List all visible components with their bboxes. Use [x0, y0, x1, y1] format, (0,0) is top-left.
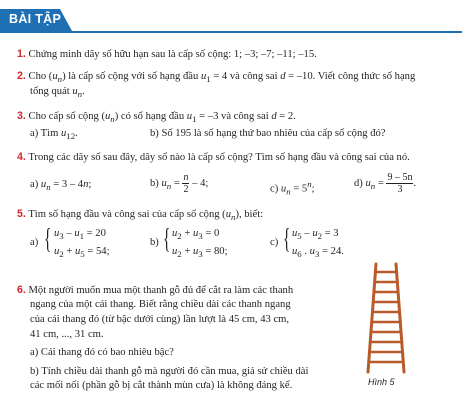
- text: c): [270, 183, 281, 195]
- subscript: n: [77, 89, 83, 100]
- subscript: n: [166, 181, 172, 192]
- text: a) Tìm: [30, 128, 61, 139]
- exercise-number: 6.: [17, 284, 26, 296]
- text: Cho (: [28, 71, 53, 82]
- text: ) có số hạng đầu: [114, 111, 187, 122]
- header-divider: [0, 31, 462, 33]
- exercise-6-line3: của cái thang đó (từ bậc dưới cùng) lần lượt là 45 cm, 43 cm,: [30, 314, 290, 325]
- exercise-5a-label: a): [30, 237, 39, 248]
- math: d: [280, 71, 286, 82]
- math: u: [280, 183, 287, 195]
- text: ) là cấp số cộng với số hạng đầu: [62, 71, 201, 82]
- text: +: [181, 228, 193, 239]
- numerator: n: [183, 172, 189, 183]
- subscript: 1: [192, 114, 197, 125]
- system-5a-line2: $u_2 + u_5 = 54$;: [54, 246, 110, 260]
- exercise-3a: [30, 128, 78, 141]
- text: ;: [88, 179, 92, 190]
- text: = 54;: [84, 246, 110, 257]
- subscript: n: [370, 181, 376, 192]
- system-5c-line1: $u_5 - u_2 = 3$: [292, 228, 339, 242]
- math: u: [365, 177, 371, 189]
- superscript: n: [307, 179, 312, 189]
- exercise-number: 5.: [17, 208, 26, 220]
- exercise-text: Chứng minh dãy số hữu hạn sau là cấp số cộng: 1; –3; –7; –11; –15.: [28, 49, 317, 60]
- text: d): [354, 177, 366, 189]
- fraction: [386, 172, 413, 195]
- text: .: [301, 246, 310, 257]
- exercise-6-line2: ngang của một cái thang. Biết rằng chiều dài các thanh ngang: [30, 299, 291, 310]
- system-5b-line2: $u_2 + u_3 = 80$;: [172, 246, 228, 260]
- text: –: [63, 228, 75, 239]
- text: =: [171, 177, 183, 189]
- system-5b-line1: $u_2 + u_3 = 0$: [172, 228, 220, 242]
- text: Cho cấp số cộng (: [28, 111, 105, 122]
- exercise-number: 2.: [17, 70, 26, 82]
- text: =: [375, 177, 387, 189]
- text: +: [181, 246, 193, 257]
- exercise-6b-line2: các mối nối (phần gỗ bị cắt thành mùn cưa) là không đáng kể.: [30, 380, 293, 391]
- text: = 5: [290, 183, 308, 195]
- math: u: [200, 71, 207, 82]
- text: ), biết:: [235, 209, 264, 220]
- text: = 20: [84, 228, 106, 239]
- exercise-5c-label: c): [270, 237, 279, 248]
- exercise-4b: [150, 172, 208, 195]
- system-5c-line2: $u_6$ . $u_3 = 24$.: [292, 246, 344, 260]
- exercise-number: 1.: [17, 48, 26, 60]
- text: b): [150, 177, 162, 189]
- subscript: n: [231, 212, 236, 223]
- figure-caption: Hình 5: [368, 377, 395, 387]
- text: a): [30, 179, 41, 190]
- math: u: [225, 209, 232, 220]
- text: +: [63, 246, 75, 257]
- math: u: [61, 128, 67, 139]
- exercise-5b-label: b): [150, 237, 159, 248]
- math: u: [40, 179, 47, 190]
- numerator: 9 – 5n: [387, 172, 413, 183]
- exercise-number: 4.: [17, 151, 26, 163]
- subscript: 1: [206, 74, 211, 85]
- exercise-4c: [270, 179, 315, 197]
- subscript: n: [46, 182, 51, 193]
- text: = 0: [202, 228, 220, 239]
- exercise-5: [17, 208, 263, 222]
- text: Tìm số hạng đầu và công sai của cấp số cộng (: [28, 209, 226, 220]
- exercise-6-line4: 41 cm, ..., 31 cm.: [30, 329, 104, 340]
- subscript: n: [110, 114, 115, 125]
- text: – 4;: [189, 177, 209, 189]
- exercise-6a: a) Cái thang đó có bao nhiêu bậc?: [30, 347, 174, 358]
- math: n: [83, 179, 89, 190]
- text: = –3 và công sai: [196, 111, 272, 122]
- math: u: [52, 71, 58, 82]
- math: u: [72, 86, 78, 97]
- text: = 4 và công sai: [210, 71, 281, 82]
- math: u: [105, 111, 111, 122]
- ladder-icon: [366, 262, 406, 374]
- subscript: n: [286, 186, 291, 197]
- math: u: [186, 111, 193, 122]
- text: b) Số 195 là số hạng thứ bao nhiêu của cấp số cộng đó?: [150, 128, 386, 139]
- brace: {: [163, 224, 171, 255]
- text: = 24.: [319, 246, 344, 257]
- text: .: [413, 177, 417, 189]
- text: –: [301, 228, 313, 239]
- text: .: [75, 128, 78, 139]
- math: d: [271, 111, 277, 122]
- subscript: n: [57, 74, 63, 85]
- exercise-3b: [150, 128, 386, 139]
- text: tổng quát: [30, 86, 73, 97]
- exercise-6: [17, 284, 293, 296]
- section-header: [0, 0, 462, 32]
- denominator: 3: [397, 184, 403, 195]
- text: = 3: [322, 228, 339, 239]
- exercise-4d: [354, 172, 416, 195]
- exercise-text: Một người muốn mua một thanh gỗ đủ để cắt ra làm các thanh: [28, 285, 294, 296]
- exercise-number: 3.: [17, 110, 26, 122]
- text: ;: [311, 183, 315, 195]
- text: .: [82, 86, 85, 97]
- exercise-6b-line1: b) Tính chiều dài thanh gỗ mà người đó cần mua, giả sử chiều dài: [30, 366, 309, 377]
- exercise-text: Trong các dãy số sau đây, dãy số nào là cấp số cộng? Tìm số hạng đầu và công sai của nó.: [28, 152, 410, 163]
- text: = –10. Viết công thức số hạng: [285, 71, 416, 82]
- text: = 80;: [202, 246, 228, 257]
- brace: {: [44, 224, 52, 255]
- text: = 3 – 4: [50, 179, 84, 190]
- system-5a-line1: $u_3 - u_1 = 20$: [54, 228, 106, 242]
- brace: {: [283, 224, 291, 255]
- text: = 2.: [276, 111, 296, 122]
- exercise-2: [17, 70, 415, 84]
- math: u: [161, 177, 167, 189]
- section-title: BÀI TẬP: [9, 12, 62, 26]
- subscript: 12: [66, 131, 76, 142]
- exercise-2-line2: [30, 86, 85, 99]
- exercise-1: [17, 48, 317, 60]
- denominator: 2: [183, 184, 189, 195]
- exercise-3: [17, 110, 296, 124]
- exercise-4: [17, 151, 410, 163]
- exercise-4a: [30, 179, 91, 192]
